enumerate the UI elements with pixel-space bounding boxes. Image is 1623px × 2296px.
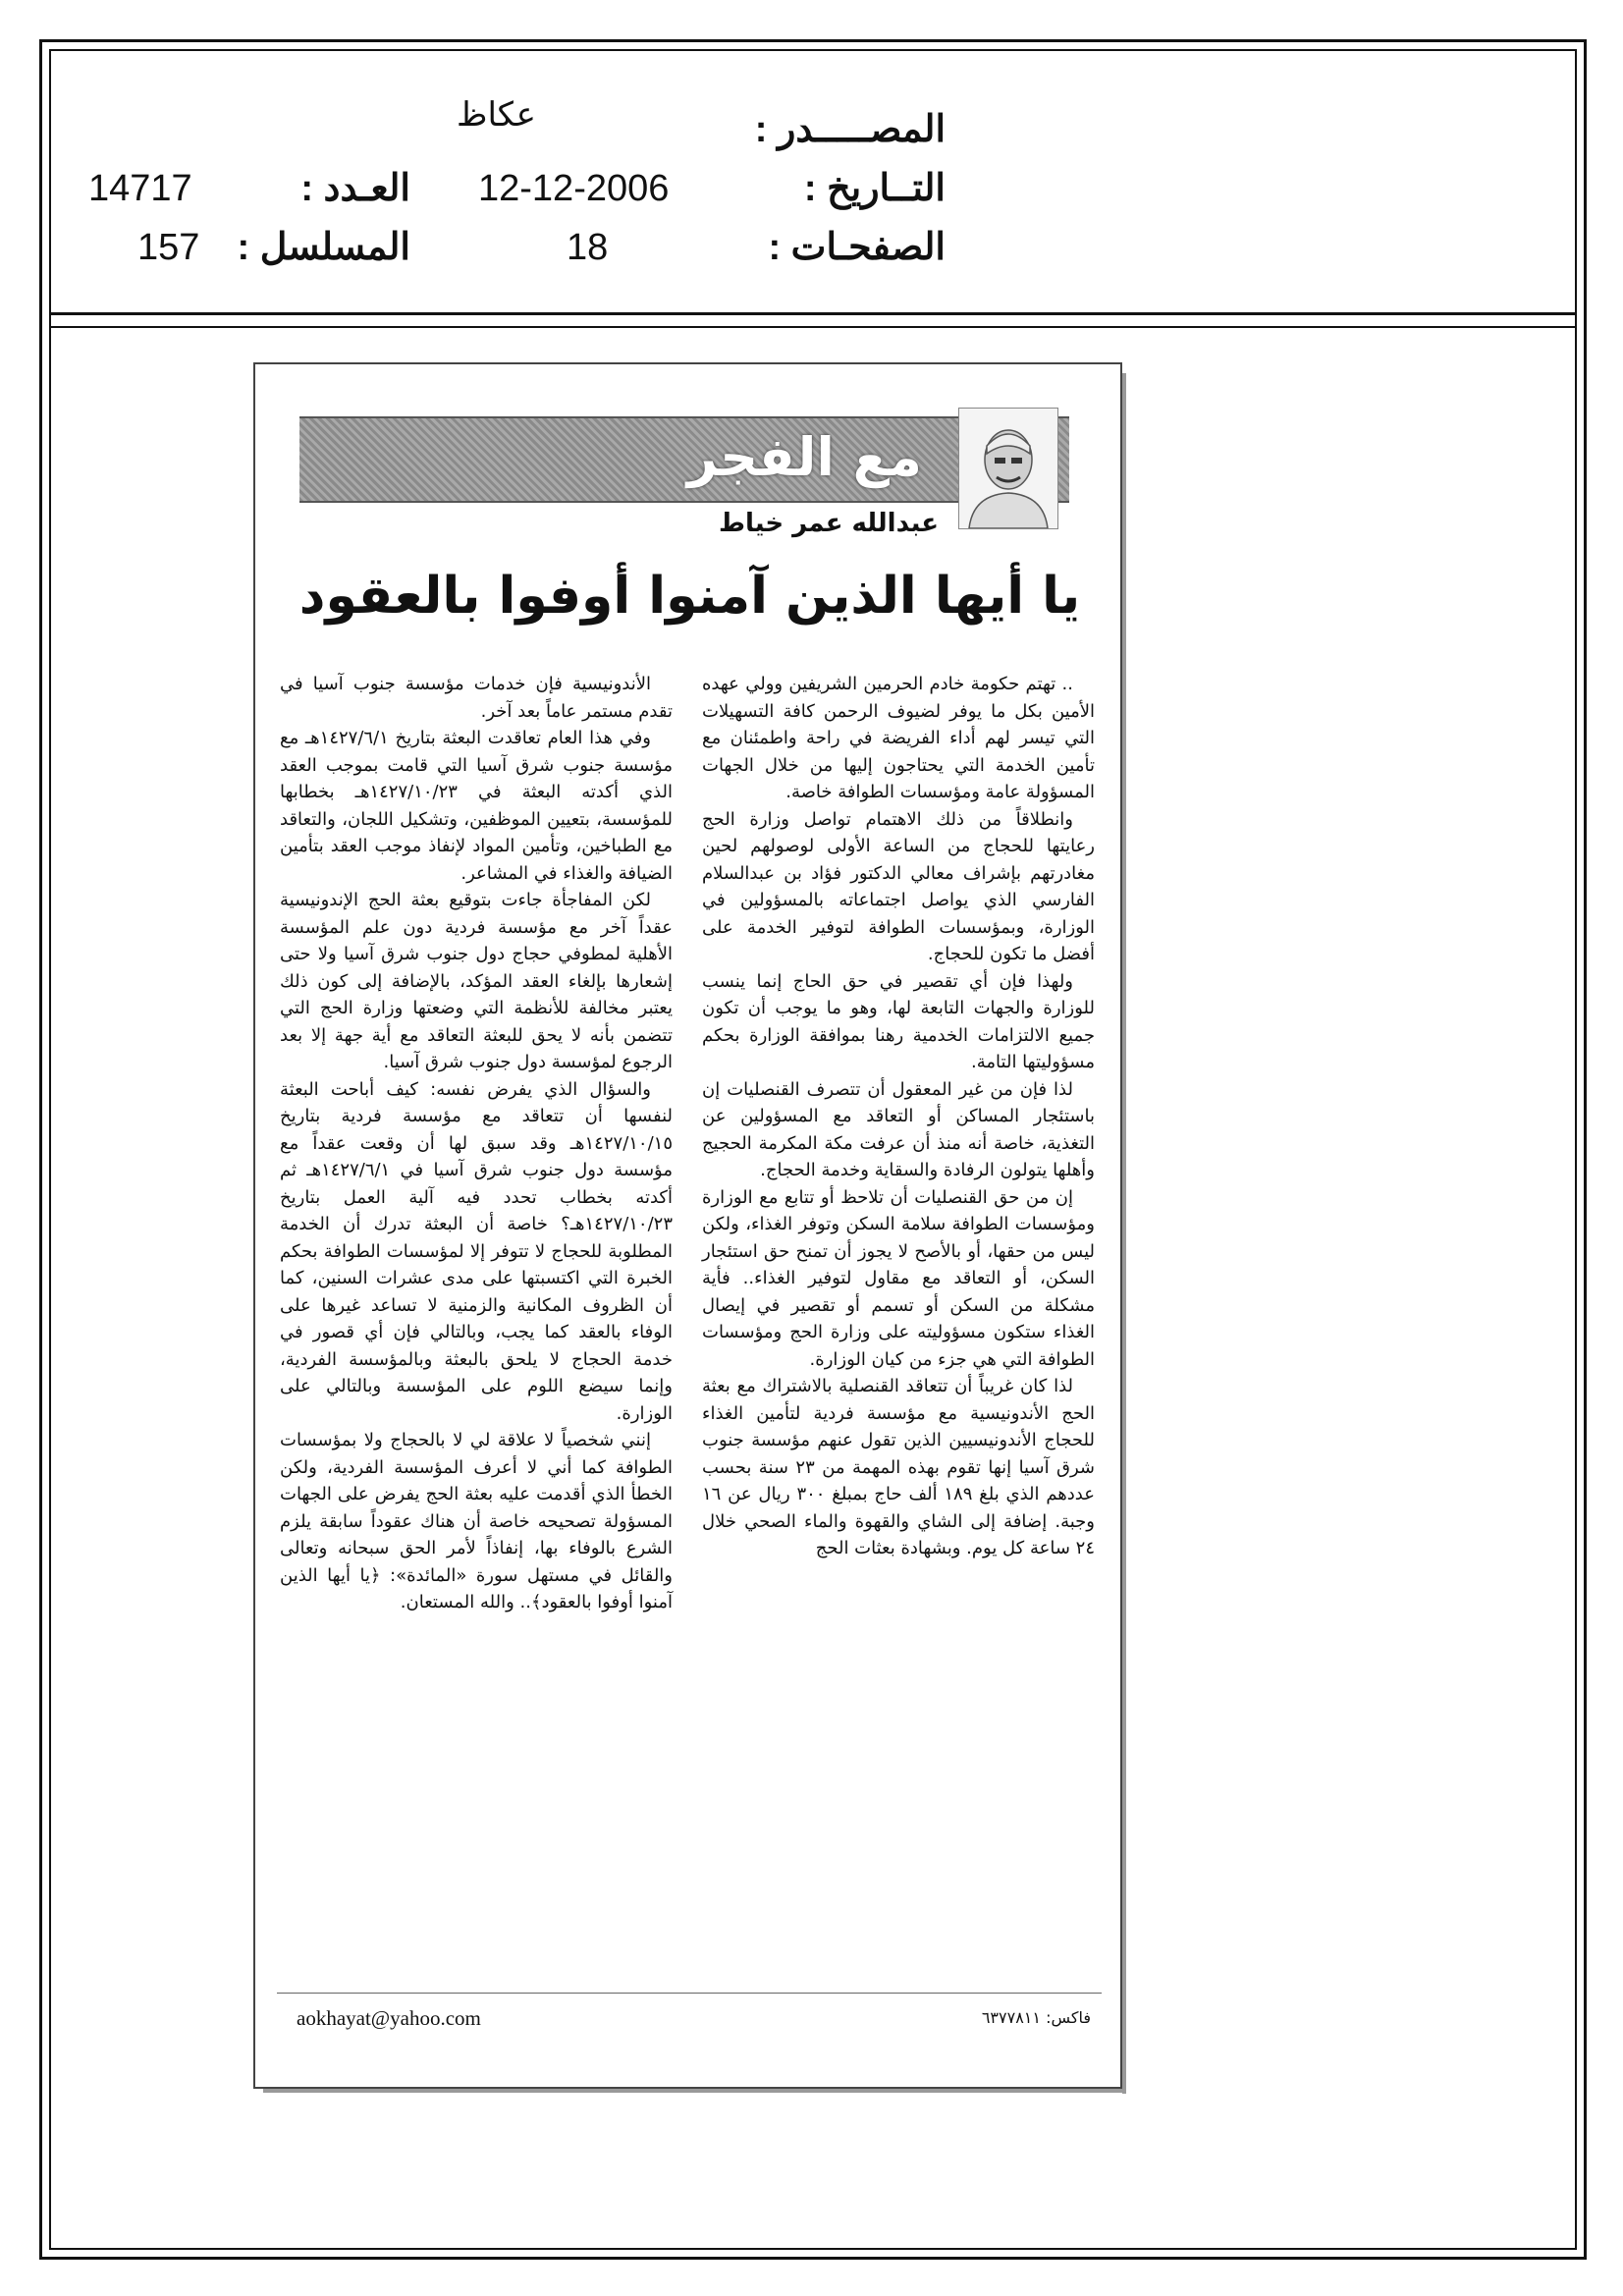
column-banner — [299, 416, 1069, 503]
article-headline: يا أيها الذين آمنوا أوفوا بالعقود — [298, 567, 1081, 626]
header-divider-inner — [49, 326, 1577, 328]
fax-number: فاكس: ٦٣٧٧٨١١ — [981, 2008, 1091, 2027]
footer-divider — [277, 1993, 1102, 1994]
source-value: عكاظ — [457, 96, 536, 134]
portrait-icon — [959, 409, 1057, 528]
pages-value: 18 — [567, 227, 609, 268]
paragraph: والسؤال الذي يفرض نفسه: كيف أباحت البعثة لنفسها أن تتعاقد مع مؤسسة فردية بتاريخ ١٤٢٧/١٠/١٥هـ وقد سبق لها أن وقعت عقداً مع مؤسسة دول جنوب شرق آسيا في ١٤٢٧/٦/١هـ ثم أكدته بخطاب تحدد فيه آلية العمل بتاريخ ١٤٢٧/١٠/٢٣هـ؟ خاصة أن البعثة تدرك أن الخدمة المطلوبة للحجاج لا تتوفر إلا لمؤسسات الطوافة بحكم الخبرة التي اكتسبتها على مدى عشرات السنين، كما أن الظروف المكانية والزمنية لا تساعد غيرها على الوفاء بالعقد كما يجب، وبالتالي فإن أي قصور في خدمة الحجاج لا يلحق بالبعثة وبالمؤسسة الفردية، وإنما سيضع اللوم على المؤسسة وبالتالي على الوزارة. — [280, 1078, 673, 1424]
article-column-left — [280, 671, 673, 1616]
column-name: مع الفجر — [686, 426, 922, 488]
author-portrait — [958, 408, 1058, 529]
paragraph: لذا فإن من غير المعقول أن تتصرف القنصليات إن باستئجار المساكن أو التعاقد مع المسؤولين عن التغذية، خاصة أنه منذ أن عرفت مكة المكرمة الحجيج وأهلها يتولون الرفادة والسقاية وخدمة الحجاج. — [702, 1078, 1095, 1180]
serial-value: 157 — [137, 227, 200, 268]
clipping-shadow-bottom — [263, 2089, 1126, 2093]
paragraph: إن من حق القنصليات أن تلاحظ أو تتابع مع الوزارة ومؤسسات الطوافة سلامة السكن وتوفر الغذاء، ولكن ليس من حقها، أو بالأصح لا يجوز أن تمنح حق استئجار السكن، أو التعاقد مع مقاول لتوفير الغذاء.. فأية مشكلة من السكن أو تسمم أو تقصير في إيصال الغذاء ستكون مسؤوليته على وزارة الحج ومؤسسات الطوافة التي هي جزء من كيان الوزارة. — [702, 1186, 1095, 1370]
serial-label: المسلسل : — [237, 227, 410, 268]
paragraph: وفي هذا العام تعاقدت البعثة بتاريخ ١٤٢٧/٦/١هـ مع مؤسسة جنوب شرق آسيا التي قامت بموجب العقد الذي أكدته البعثة في ١٤٢٧/١٠/٢٣هـ بخطابها للمؤسسة، بتعيين الموظفين، وتشكيل اللجان، والتعاقد مع الطباخين، وتأمين المواد لإنفاذ موجب العقد بتأمين الضيافة والغذاء في المشاعر. — [280, 728, 673, 884]
issue-label: العـدد : — [300, 168, 410, 209]
date-label: التــاريخ : — [803, 168, 946, 209]
clipping-shadow-right — [1122, 373, 1126, 2094]
paragraph: إنني شخصياً لا علاقة لي لا بالحجاج ولا بمؤسسات الطوافة كما أني لا أعرف المؤسسة الفردية، ولكن الخطأ الذي أقدمت عليه بعثة الحج يفرض على الجهات المسؤولة تصحيحه خاصة أن هناك عقوداً سابقة يلزم الشرع بالوفاء بها، إنفاذاً لأمر الحق سبحانه وتعالى والقائل في مستهل سورة «المائدة»: ﴿يا أيها الذين آمنوا أوفوا بالعقود﴾.. والله المستعان. — [280, 1430, 673, 1613]
paragraph: الأندونيسية فإن خدمات مؤسسة جنوب آسيا في تقدم مستمر عاماً بعد آخر. — [280, 674, 673, 722]
date-value: 12-12-2006 — [478, 168, 670, 209]
paragraph: .. تهتم حكومة خادم الحرمين الشريفين وولي عهده الأمين بكل ما يوفر لضيوف الرحمن كافة التسهيلات التي تيسر لهم أداء الفريضة في راحة واطمئنان مع تأمين الخدمة التي يحتاجون إليها من خلال الجهات المسؤولة عامة ومؤسسات الطوافة خاصة. — [702, 674, 1095, 802]
pages-label: الصفحـات : — [768, 227, 946, 268]
issue-value: 14717 — [88, 168, 192, 209]
paragraph: وانطلاقاً من ذلك الاهتمام تواصل وزارة الحج رعايتها للحجاج من الساعة الأولى لوصولهم لحين مغادرتهم بإشراف معالي الدكتور فؤاد بن عبدالسلام الفارسي الذي يواصل اجتماعاته بالمسؤولين في الوزارة، وبمؤسسات الطوافة لتوفير الخدمة على أفضل ما تكون للحجاج. — [702, 808, 1095, 964]
paragraph: ولهذا فإن أي تقصير في حق الحاج إنما ينسب للوزارة والجهات التابعة لها، وهو ما يوجب أن تكون جميع الالتزامات الخدمية رهنا بموافقة الوزارة بحكم مسؤوليتها التامة. — [702, 970, 1095, 1072]
author-name: عبدالله عمر خياط — [718, 509, 939, 538]
author-email: aokhayat@yahoo.com — [297, 2006, 481, 2030]
paragraph: لذا كان غريباً أن تتعاقد القنصلية بالاشتراك مع بعثة الحج الأندونيسية مع مؤسسة فردية لتأمين الغذاء للحجاج الأندونيسيين الذين تقول عنهم مؤسسة جنوب شرق آسيا إنها تقوم بهذه المهمة من ٢٣ سنة بحسب عددهم الذي بلغ ١٨٩ ألف حاج بمبلغ ٣٠٠ ريال عن ١٦ وجبة. إضافة إلى الشاي والقهوة والماء الصحي خلال ٢٤ ساعة كل يوم. وبشهادة بعثات الحج — [702, 1376, 1096, 1558]
header-divider — [49, 312, 1577, 315]
source-label: المصـــــدر : — [754, 109, 946, 150]
article-column-right — [702, 671, 1095, 1562]
newspaper-clipping — [253, 362, 1122, 2089]
paragraph: لكن المفاجأة جاءت بتوقيع بعثة الحج الإندونيسية عقداً آخر مع مؤسسة فردية دون علم المؤسسة الأهلية لمطوفي حجاج دول جنوب شرق آسيا ولا حتى إشعارها بإلغاء العقد المؤكد، بالإضافة إلى كون ذلك يعتبر مخالفة للأنظمة التي وضعتها وزارة الحج التي تتضمن بأنه لا يحق للبعثة التعاقد مع أية جهة إلا بعد الرجوع لمؤسسة دول جنوب شرق آسيا. — [280, 890, 673, 1072]
